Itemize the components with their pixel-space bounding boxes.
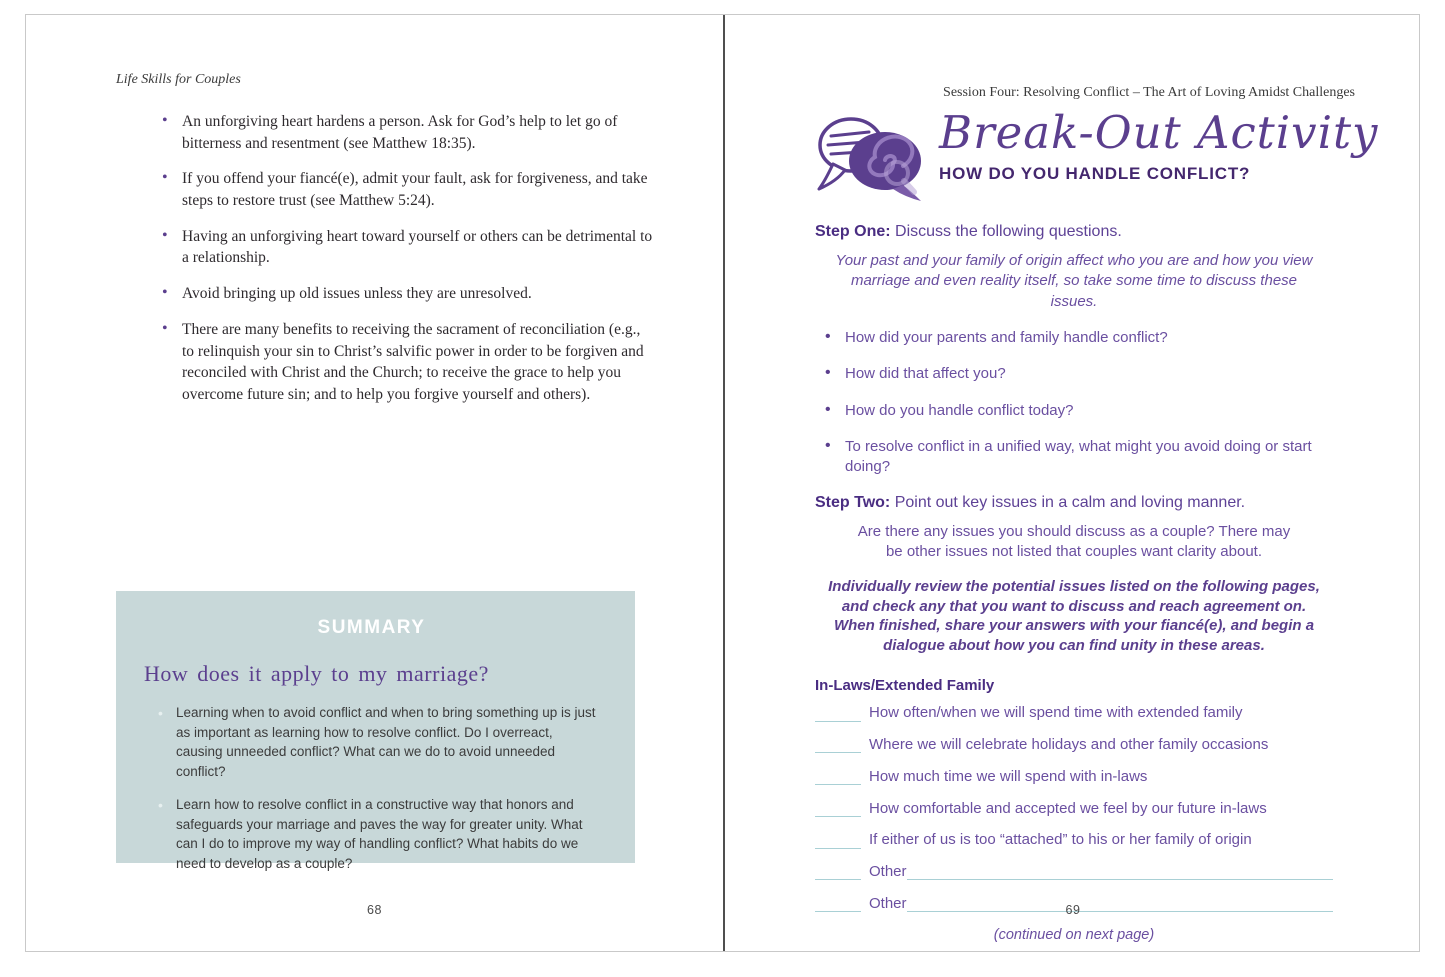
page-left — [26, 15, 723, 951]
summary-heading: How does it apply to my marriage? — [144, 661, 489, 686]
step-one-note: Your past and your family of origin affect who you are and how you view marriage and even reality itself, so take some time to discuss these issues. — [835, 252, 1313, 310]
checklist-item-text: How comfortable and accepted we feel by our future in-laws — [869, 799, 1267, 817]
list-item: • How do you handle conflict today? — [825, 401, 1333, 421]
page-number-left: 68 — [367, 903, 382, 917]
speech-bubbles-icon — [811, 109, 935, 209]
list-item: • How did your parents and family handle conflict? — [825, 328, 1333, 348]
summary-bullet-list — [158, 703, 599, 874]
other-label: Other — [869, 894, 907, 912]
checkbox-blank-line[interactable] — [815, 771, 861, 785]
step-one-text: Discuss the following questions. — [895, 223, 1122, 240]
checklist-row — [815, 800, 1333, 817]
running-header-right: Session Four: Resolving Conflict – The Art of Loving Amidst Challenges — [943, 85, 1355, 100]
summary-title: SUMMARY — [317, 617, 426, 638]
step-two-note: Are there any issues you should discuss as a couple? There may be other issues not listed that couples want clarity about. — [857, 523, 1291, 560]
activity-title-block — [939, 106, 1379, 184]
list-item: • An unforgiving heart hardens a person. Ask for God’s help to let go of bitterness and resentment (see Matthew 18:35). — [160, 111, 656, 154]
checkbox-blank-line[interactable] — [815, 803, 861, 817]
step-two-label: Step Two: — [815, 494, 891, 512]
other-label: Other — [869, 863, 907, 880]
activity-subtitle: HOW DO YOU HANDLE CONFLICT? — [939, 164, 1251, 184]
checklist-item-text: How often/when we will spend time with extended family — [869, 704, 1243, 722]
checklist-row — [815, 831, 1333, 848]
other-write-in-line[interactable] — [907, 866, 1333, 880]
step-one-label: Step One: — [815, 223, 891, 240]
list-item: • If you offend your fiancé(e), admit your fault, ask for forgiveness, and take steps to restore trust (see Matthew 5:24). — [160, 168, 656, 211]
list-item: • How did that affect you? — [825, 364, 1333, 384]
list-item: • Having an unforgiving heart toward yourself or others can be detrimental to a relationship. — [160, 226, 656, 269]
step-two-line — [815, 494, 1333, 512]
continued-note: (continued on next page) — [993, 926, 1155, 943]
step-two-instruction: Individually review the potential issues listed on the following pages, and check any that you want to discuss and reach agreement on. When finished, share your answers with your fiancé(e), and begin a dialogue about how you can find unity in these areas. — [828, 578, 1320, 654]
checklist-in-laws — [815, 677, 1333, 912]
list-item: • Learning when to avoid conflict and when to bring something up is just as important as learning how to resolve conflict. Do I overreact, causing unneeded conflict? What can we do to avoid unneeded conflict? — [158, 703, 599, 781]
running-header-left: Life Skills for Couples — [116, 72, 241, 87]
checklist-row — [815, 768, 1333, 785]
activity-body — [815, 223, 1333, 943]
checklist-item-text: How much time we will spend with in-laws — [869, 767, 1148, 785]
checklist-heading: In-Laws/Extended Family — [815, 677, 995, 695]
page-right — [725, 15, 1421, 951]
checklist-row — [815, 704, 1333, 721]
step-one-line — [815, 223, 1333, 241]
activity-title: Break-Out Activity — [939, 106, 1379, 159]
checklist-row — [815, 736, 1333, 753]
checklist-item-text: Where we will celebrate holidays and other family occasions — [869, 736, 1269, 753]
list-item: • Avoid bringing up old issues unless they are unresolved. — [160, 283, 656, 305]
activity-header — [811, 106, 1379, 209]
list-item: • To resolve conflict in a unified way, what might you avoid doing or start doing? — [825, 437, 1333, 476]
checkbox-blank-line[interactable] — [815, 866, 861, 880]
checklist-row-other — [815, 863, 1333, 880]
list-item: • Learn how to resolve conflict in a constructive way that honors and safeguards your marriage and paves the way for greater unity. What can I do to improve my way of handling conflict? What habits do we need to develop as a couple? — [158, 795, 599, 873]
step-two-text: Point out key issues in a calm and loving manner. — [894, 494, 1246, 512]
summary-box — [116, 591, 635, 871]
checklist-item-text: If either of us is too “attached” to his or her family of origin — [869, 831, 1252, 849]
forgiveness-bullet-list — [160, 111, 656, 420]
checkbox-blank-line[interactable] — [815, 835, 861, 849]
list-item: • There are many benefits to receiving the sacrament of reconciliation (e.g., to relinquish your sin to Christ’s salvific power in order to be forgiven and reconciled with Christ and the Church; to receive the grace to help you overcome future sin; and to help you forgive yourself and others). — [160, 319, 656, 406]
discussion-question-list — [825, 328, 1333, 477]
page-number-right: 69 — [1065, 903, 1081, 917]
page-spread — [25, 14, 1420, 952]
checkbox-blank-line[interactable] — [815, 739, 861, 753]
checkbox-blank-line[interactable] — [815, 708, 861, 722]
